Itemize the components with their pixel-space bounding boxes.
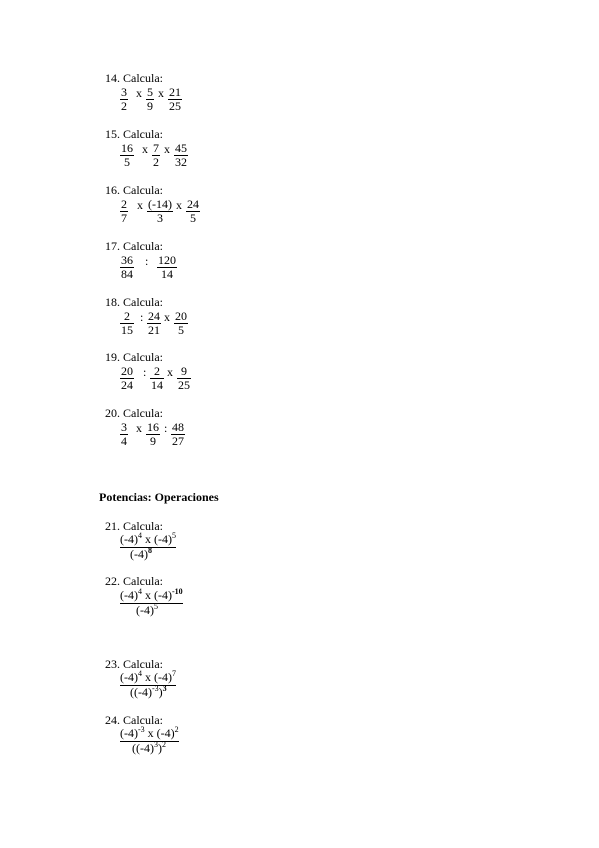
operator: : <box>143 365 147 379</box>
problem-15 <box>105 128 163 141</box>
fraction <box>120 142 134 169</box>
numerator: 16 <box>121 141 133 155</box>
denominator: 2 <box>153 155 159 169</box>
denominator: 2 <box>121 99 127 113</box>
problem-18 <box>105 296 163 309</box>
problem-17 <box>105 240 163 253</box>
denominator: 24 <box>121 378 133 392</box>
numerator: 3 <box>121 85 127 99</box>
numerator: 45 <box>175 141 187 155</box>
power-expression <box>120 671 176 699</box>
fraction <box>177 365 191 392</box>
numerator: 120 <box>158 253 176 267</box>
denominator: 4 <box>121 434 127 448</box>
fraction <box>120 365 134 392</box>
operator: x <box>136 421 142 435</box>
expr-denominator: $((-4)^{-3})^3$ <box>130 684 167 699</box>
denominator: 14 <box>151 378 163 392</box>
numerator: 21 <box>169 85 181 99</box>
fraction <box>120 254 134 281</box>
denominator: 9 <box>147 99 153 113</box>
problem-title: 24. Calcula: <box>105 713 163 727</box>
numerator: 24 <box>148 309 160 323</box>
fraction <box>171 421 185 448</box>
operator: x <box>164 142 170 156</box>
denominator: 21 <box>148 323 160 337</box>
fraction <box>120 86 128 113</box>
problem-title: 21. Calcula: <box>105 519 163 533</box>
fraction <box>168 86 182 113</box>
numerator: 9 <box>177 365 191 379</box>
fraction <box>174 310 188 337</box>
numerator: 16 <box>147 420 159 434</box>
fraction <box>120 198 128 225</box>
denominator: 3 <box>157 211 163 225</box>
numerator: 2 <box>150 365 164 379</box>
fraction <box>157 254 177 281</box>
problem-title: 20. Calcula: <box>105 406 163 420</box>
problem-22 <box>105 575 163 588</box>
fraction <box>174 142 188 169</box>
numerator: 20 <box>121 364 133 378</box>
numerator: 2 <box>120 310 134 324</box>
numerator: 2 <box>121 197 127 211</box>
expr-numerator: $(-4)^{-3}$ x $(-4)^2$ <box>120 725 179 740</box>
problem-title: 22. Calcula: <box>105 574 163 588</box>
operator: x <box>158 86 164 100</box>
denominator: 84 <box>121 267 133 281</box>
expr-numerator: $(-4)^4$ x $(-4)^5$ <box>120 531 176 546</box>
operator: : <box>140 310 144 324</box>
problem-19 <box>105 351 163 364</box>
operator: : <box>164 421 168 435</box>
denominator: 25 <box>178 378 190 392</box>
power-expression <box>120 727 179 755</box>
denominator: 5 <box>190 211 196 225</box>
denominator: 5 <box>178 323 184 337</box>
fraction <box>120 421 128 448</box>
denominator: 15 <box>121 323 133 337</box>
power-expression <box>120 589 183 617</box>
operator: x <box>167 365 173 379</box>
numerator: 7 <box>153 141 159 155</box>
expr-denominator: $(-4)^5$ <box>136 602 158 617</box>
numerator: 36 <box>121 253 133 267</box>
numerator: 48 <box>172 420 184 434</box>
denominator: 7 <box>121 211 127 225</box>
fraction <box>186 198 200 225</box>
expr-numerator: $(-4)^4$ x $(-4)^7$ <box>120 669 176 684</box>
operator: : <box>145 254 149 268</box>
fraction <box>146 86 154 113</box>
numerator: 5 <box>147 85 153 99</box>
fraction <box>152 142 160 169</box>
section-title: Potencias: Operaciones <box>99 490 219 504</box>
problem-title: 23. Calcula: <box>105 657 163 671</box>
fraction <box>147 198 173 225</box>
denominator: 25 <box>169 99 181 113</box>
fraction <box>146 421 160 448</box>
operator: x <box>142 142 148 156</box>
problem-title: 15. Calcula: <box>105 127 163 141</box>
denominator: 9 <box>150 434 156 448</box>
problem-title: 17. Calcula: <box>105 239 163 253</box>
problem-16 <box>105 184 163 197</box>
power-expression <box>120 533 176 561</box>
operator: x <box>164 310 170 324</box>
operator: x <box>176 198 182 212</box>
fraction <box>120 310 134 337</box>
problem-14 <box>105 72 163 85</box>
fraction <box>147 310 161 337</box>
denominator: 14 <box>161 267 173 281</box>
problem-title: 14. Calcula: <box>105 71 163 85</box>
numerator: 3 <box>121 420 127 434</box>
numerator: 20 <box>175 309 187 323</box>
expr-denominator: $((-4)^3)^2$ <box>132 740 166 755</box>
operator: x <box>136 86 142 100</box>
problem-20 <box>105 407 163 420</box>
numerator: 24 <box>187 197 199 211</box>
operator: x <box>137 198 143 212</box>
denominator: 27 <box>172 434 184 448</box>
fraction <box>150 365 164 392</box>
expr-denominator: $(-4)^8$ <box>130 546 152 561</box>
numerator: (-14) <box>148 197 172 211</box>
problem-title: 16. Calcula: <box>105 183 163 197</box>
problem-title: 19. Calcula: <box>105 350 163 364</box>
denominator: 32 <box>175 155 187 169</box>
expr-numerator: $(-4)^4$ x $(-4)^{-10}$ <box>120 587 183 602</box>
problem-title: 18. Calcula: <box>105 295 163 309</box>
denominator: 5 <box>124 155 130 169</box>
